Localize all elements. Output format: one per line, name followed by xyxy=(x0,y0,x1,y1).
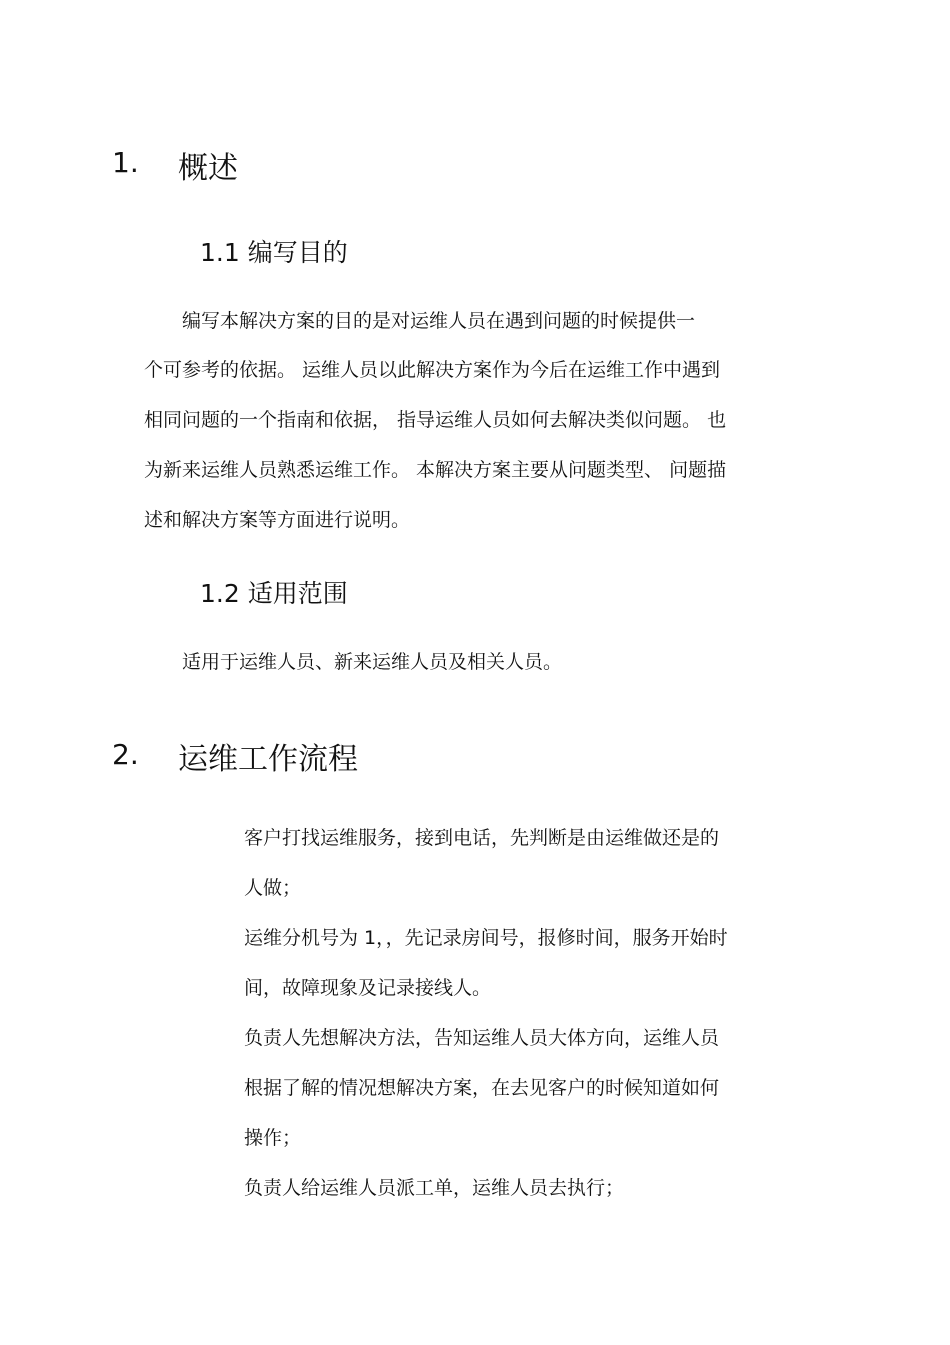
section-1-number: 1. xyxy=(112,146,139,179)
section-2-number: 2. xyxy=(112,738,139,771)
workflow-line: 人做； xyxy=(244,877,302,899)
paragraph-line: 述和解决方案等方面进行说明。 xyxy=(144,509,411,531)
section-2-title: 运维工作流程 xyxy=(178,742,358,777)
workflow-line: 根据了解的情况想解决方案，在去见客户的时候知道如何 xyxy=(244,1077,720,1099)
workflow-line: 间，故障现象及记录接线人。 xyxy=(244,977,492,999)
workflow-line: 操作； xyxy=(244,1127,302,1149)
workflow-line: 负责人先想解决方法，告知运维人员大体方向，运维人员 xyxy=(244,1027,720,1049)
subsection-1-2-heading: 1.2 适用范围 xyxy=(200,579,348,608)
workflow-line: 负责人给运维人员派工单，运维人员去执行； xyxy=(244,1177,625,1199)
paragraph-line: 个可参考的依据。 运维人员以此解决方案作为今后在运维工作中遇到 xyxy=(144,359,721,381)
paragraph-line: 编写本解决方案的目的是对运维人员在遇到问题的时候提供一 xyxy=(182,310,696,332)
workflow-line: 客户打找运维服务，接到电话，先判断是由运维做还是的 xyxy=(244,827,720,849)
paragraph-line: 相同问题的一个指南和依据， 指导运维人员如何去解决类似问题。 也 xyxy=(144,409,727,431)
paragraph-line: 适用于运维人员、新来运维人员及相关人员。 xyxy=(182,651,563,673)
workflow-line: 运维分机号为 1，，先记录房间号，报修时间，服务开始时 xyxy=(244,927,728,949)
subsection-1-1-heading: 1.1 编写目的 xyxy=(200,238,348,267)
section-1-title: 概述 xyxy=(178,151,238,186)
paragraph-line: 为新来运维人员熟悉运维工作。 本解决方案主要从问题类型、 问题描 xyxy=(144,459,727,481)
